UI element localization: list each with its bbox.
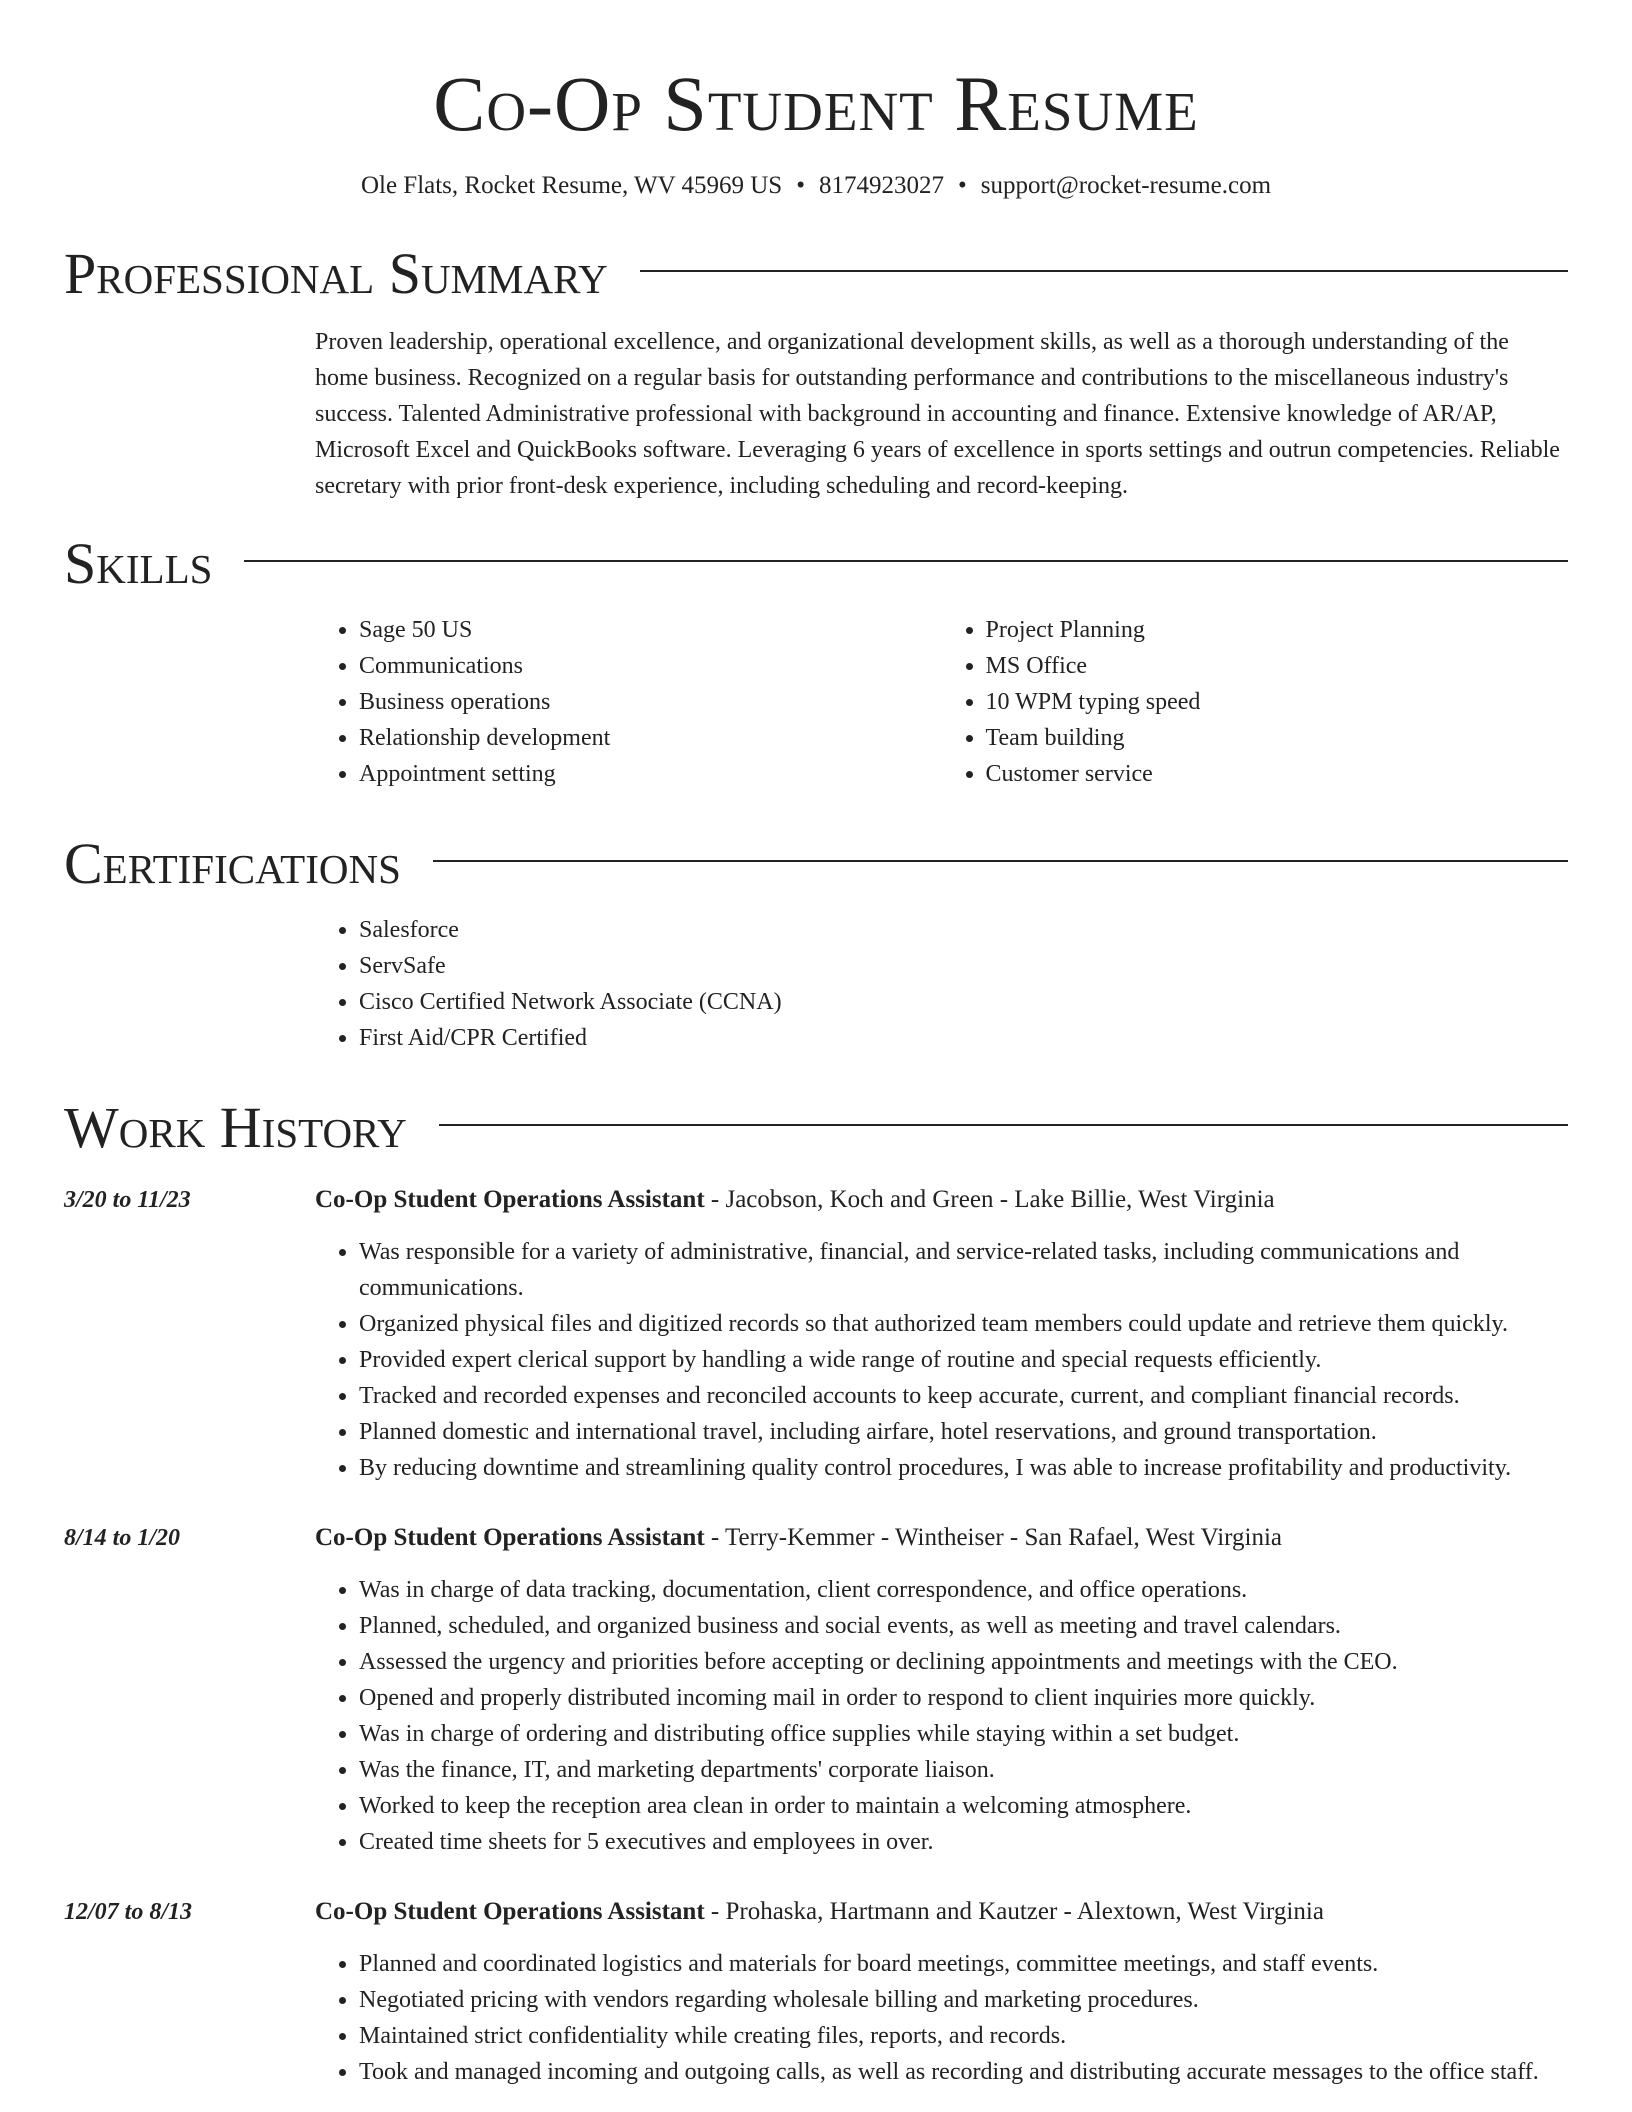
work-history-section-header [64,1092,1568,1164]
contact-address: Ole Flats, Rocket Resume, WV 45969 US [360,172,783,199]
skill-item: • Team building [986,720,1569,756]
contact-separator: • [796,172,805,199]
skill-item: • Sage 50 US [359,612,942,648]
job-entry [64,1182,1568,1486]
job-bullet: • Maintained strict confidentiality while creating files, reports, and records. [359,2018,1568,2054]
skill-item: • Business operations [359,684,942,720]
job-bullet: • Created time sheets for 5 executives and employees in over. [359,1824,1568,1860]
job-bullet: • Planned, scheduled, and organized business and social events, as well as meeting and travel calendars. [359,1608,1568,1644]
job-bullet: • Planned and coordinated logistics and materials for board meetings, committee meetings, and staff events. [359,1946,1568,1982]
summary-section-header [64,238,1568,310]
job-content [315,1894,1568,2090]
skills-list-right [942,612,1569,792]
job-employer: - Terry-Kemmer - Wintheiser - San Rafael, West Virginia [704,1524,1283,1551]
job-employer: - Prohaska, Hartmann and Kautzer - Alextown, West Virginia [704,1898,1324,1925]
skill-item: • Appointment setting [359,756,942,792]
section-divider [640,270,1568,272]
certifications-section-header [64,828,1568,900]
job-bullet: • Opened and properly distributed incoming mail in order to respond to client inquiries more quickly. [359,1680,1568,1716]
job-content [315,1182,1568,1486]
job-bullet: • Planned domestic and international travel, including airfare, hotel reservations, and ground transportation. [359,1414,1568,1450]
job-bullet: • Worked to keep the reception area clean in order to maintain a welcoming atmosphere. [359,1788,1568,1824]
section-divider [244,560,1568,562]
job-dates: 8/14 to 1/20 [64,1525,181,1551]
job-content [315,1520,1568,1860]
contact-email: support@rocket-resume.com [980,172,1272,199]
job-bullet: • By reducing downtime and streamlining quality control procedures, I was able to increase profitability and productivity. [359,1450,1568,1486]
certifications-heading: Certifications [64,831,401,896]
job-role: Co-Op Student Operations Assistant [315,1186,705,1213]
certification-item: • First Aid/CPR Certified [359,1020,1568,1056]
skill-item: • Relationship development [359,720,942,756]
job-bullets [315,1234,1568,1486]
certifications-list [315,912,1568,1056]
job-heading [315,1520,1568,1556]
certification-item: • Cisco Certified Network Associate (CCNA) [359,984,1568,1020]
certification-item: • ServSafe [359,948,1568,984]
job-bullet: • Was in charge of ordering and distributing office supplies while staying within a set budget. [359,1716,1568,1752]
job-bullet: • Was the finance, IT, and marketing departments' corporate liaison. [359,1752,1568,1788]
job-bullet: • Organized physical files and digitized records so that authorized team members could update and retrieve them quickly. [359,1306,1568,1342]
skill-item: • 10 WPM typing speed [986,684,1569,720]
skills-grid [315,612,1568,792]
job-bullet: • Tracked and recorded expenses and reconciled accounts to keep accurate, current, and compliant financial records. [359,1378,1568,1414]
skill-item: • Project Planning [986,612,1569,648]
job-heading [315,1182,1568,1218]
skills-section-header [64,528,1568,600]
job-heading [315,1894,1568,1930]
contact-line [64,170,1568,202]
skills-heading: Skills [64,531,213,596]
resume-page [64,0,1568,2090]
certification-item: • Salesforce [359,912,1568,948]
job-role: Co-Op Student Operations Assistant [315,1898,705,1925]
work-history-heading: Work History [64,1095,407,1160]
job-bullet: • Assessed the urgency and priorities before accepting or declining appointments and meetings with the CEO. [359,1644,1568,1680]
job-dates: 3/20 to 11/23 [64,1187,191,1213]
job-bullet: • Provided expert clerical support by handling a wide range of routine and special requests efficiently. [359,1342,1568,1378]
resume-title: Co-Op Student Resume [433,60,1199,147]
job-bullet: • Negotiated pricing with vendors regarding wholesale billing and marketing procedures. [359,1982,1568,2018]
job-employer: - Jacobson, Koch and Green - Lake Billie, West Virginia [704,1186,1275,1213]
section-divider [439,1124,1568,1126]
certifications-list-wrapper [315,912,1568,1056]
contact-separator: • [957,172,967,199]
skill-item: • Customer service [986,756,1569,792]
summary-heading: Professional Summary [64,241,608,306]
job-entry [64,1520,1568,1860]
job-bullet: • Took and managed incoming and outgoing calls, as well as recording and distributing accurate messages to the office staff. [359,2054,1568,2090]
job-bullet: • Was in charge of data tracking, documentation, client correspondence, and office operations. [359,1572,1568,1608]
contact-phone: 8174923027 [818,172,944,199]
summary-text: Proven leadership, operational excellence, and organizational development skills, as well as a thorough understanding of the home business. Recognized on a regular basis for outstanding performance and contributions to the miscellaneous industry's success. Talented Administrative professional with background in accounting and finance. Extensive knowledge of AR/AP, Microsoft Excel and QuickBooks software. Leveraging 6 years of excellence in sports settings and outrun competencies. Reliable secretary with prior front-desk experience, including scheduling and record-keeping. [315,329,1560,499]
job-entry [64,1894,1568,2090]
job-bullet: • Was responsible for a variety of administrative, financial, and service-related tasks, including communications and communications. [359,1234,1568,1306]
job-bullets [315,1946,1568,2090]
skill-item: • Communications [359,648,942,684]
job-bullets [315,1572,1568,1860]
skill-item: • MS Office [986,648,1569,684]
job-dates: 12/07 to 8/13 [64,1899,193,1925]
job-role: Co-Op Student Operations Assistant [315,1524,705,1551]
skills-list-left [315,612,942,792]
section-divider [433,860,1568,862]
